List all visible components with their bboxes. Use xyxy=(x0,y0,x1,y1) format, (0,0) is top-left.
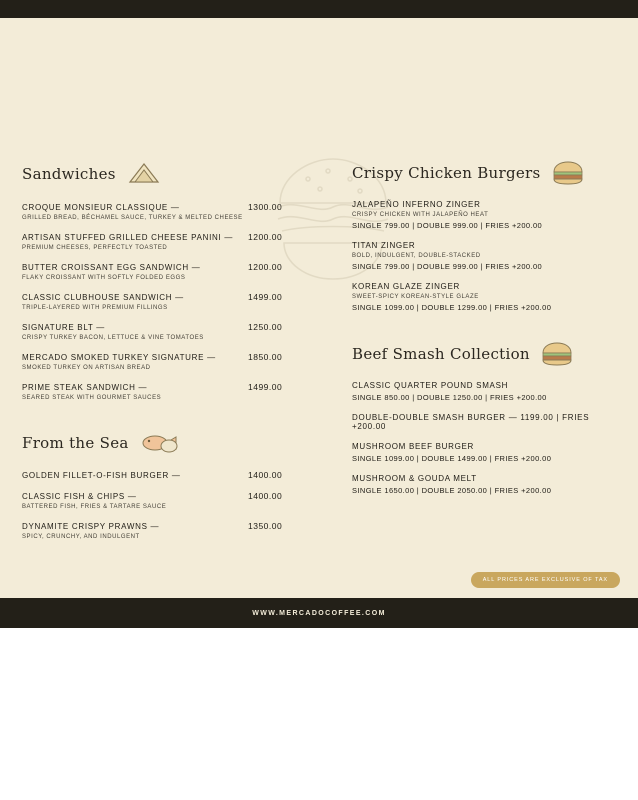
item-price: 1499.00 xyxy=(248,292,283,302)
list-item xyxy=(22,262,302,281)
sandwich-icon xyxy=(126,160,162,188)
list-item xyxy=(352,282,620,312)
item-price: 1400.00 xyxy=(248,491,283,501)
item-description: SPICY, CRUNCHY, AND INDULGENT xyxy=(22,534,140,540)
item-price: 1200.00 xyxy=(248,262,283,272)
status-badge: ALL PRICES ARE EXCLUSIVE OF TAX xyxy=(471,572,620,588)
item-price: 1350.00 xyxy=(248,521,283,531)
item-name: KOREAN GLAZE ZINGER xyxy=(352,282,460,291)
item-name: GOLDEN FILLET-O-FISH BURGER — xyxy=(22,471,181,480)
item-price: 1250.00 xyxy=(248,322,283,332)
item-variants: SINGLE 1099.00 | DOUBLE 1299.00 | FRIES +200.00 xyxy=(352,303,552,312)
right-column xyxy=(352,160,620,506)
item-name: MUSHROOM BEEF BURGER xyxy=(352,442,475,451)
fish-icon xyxy=(139,430,181,456)
item-description: SEARED STEAK WITH GOURMET SAUCES xyxy=(22,395,162,401)
section-title-sandwiches: Sandwiches xyxy=(22,165,116,183)
section-spacer xyxy=(352,323,620,341)
item-name: SIGNATURE BLT — xyxy=(22,323,105,332)
list-item xyxy=(352,381,620,402)
item-variants: SINGLE 1099.00 | DOUBLE 1499.00 | FRIES +200.00 xyxy=(352,454,552,463)
item-price: 1400.00 xyxy=(248,470,283,480)
section-header-crispy-chicken-burgers xyxy=(352,160,620,186)
item-name: TITAN ZINGER xyxy=(352,241,416,250)
item-description: PREMIUM CHEESES, PERFECTLY TOASTED xyxy=(22,245,168,251)
item-name: CROQUE MONSIEUR CLASSIQUE — xyxy=(22,203,180,212)
item-variants: SINGLE 850.00 | DOUBLE 1250.00 | FRIES +200.00 xyxy=(352,393,547,402)
list-item xyxy=(22,491,302,510)
item-name: JALAPEÑO INFERNO ZINGER xyxy=(352,200,481,209)
list-item xyxy=(352,442,620,463)
item-list-crispy-chicken-burgers xyxy=(352,200,620,312)
item-description: SMOKED TURKEY ON ARTISAN BREAD xyxy=(22,365,151,371)
item-name: DOUBLE-DOUBLE SMASH BURGER — 1199.00 | FRIES +200.00 xyxy=(352,413,590,431)
menu-body xyxy=(0,160,638,598)
list-item xyxy=(352,241,620,271)
item-name: CLASSIC CLUBHOUSE SANDWICH — xyxy=(22,293,184,302)
item-name: CLASSIC FISH & CHIPS — xyxy=(22,492,137,501)
item-name: MERCADO SMOKED TURKEY SIGNATURE — xyxy=(22,353,216,362)
list-item xyxy=(22,322,302,341)
section-title-from-the-sea: From the Sea xyxy=(22,434,129,452)
item-list-sandwiches xyxy=(22,202,302,401)
left-column xyxy=(22,160,302,551)
list-item xyxy=(22,470,302,480)
item-name: CLASSIC QUARTER POUND SMASH xyxy=(352,381,509,390)
item-name: PRIME STEAK SANDWICH — xyxy=(22,383,148,392)
item-name: DYNAMITE CRISPY PRAWNS — xyxy=(22,522,160,531)
section-spacer xyxy=(22,412,302,430)
item-list-from-the-sea xyxy=(22,470,302,540)
item-description: CRISPY TURKEY BACON, LETTUCE & VINE TOMATOES xyxy=(22,335,204,341)
item-price: 1850.00 xyxy=(248,352,283,362)
list-item xyxy=(22,382,302,401)
item-price: 1300.00 xyxy=(248,202,283,212)
website-url: WWW.MERCADOCOFFEE.COM xyxy=(252,609,386,617)
item-description: SWEET-SPICY KOREAN-STYLE GLAZE xyxy=(352,294,479,300)
section-header-from-the-sea xyxy=(22,430,302,456)
list-item xyxy=(22,352,302,371)
list-item xyxy=(22,202,302,221)
item-price: 1200.00 xyxy=(248,232,283,242)
item-variants: SINGLE 799.00 | DOUBLE 999.00 | FRIES +200.00 xyxy=(352,262,543,271)
section-header-sandwiches xyxy=(22,160,302,188)
list-item xyxy=(22,521,302,540)
item-description: GRILLED BREAD, BÉCHAMEL SAUCE, TURKEY & MELTED CHEESE xyxy=(22,215,243,221)
item-price: 1499.00 xyxy=(248,382,283,392)
item-variants: SINGLE 799.00 | DOUBLE 999.00 | FRIES +200.00 xyxy=(352,221,543,230)
list-item xyxy=(352,200,620,230)
item-name: MUSHROOM & GOUDA MELT xyxy=(352,474,477,483)
list-item xyxy=(22,232,302,251)
list-item xyxy=(352,413,620,431)
item-description: BOLD, INDULGENT, DOUBLE-STACKED xyxy=(352,253,481,259)
list-item xyxy=(352,474,620,495)
item-description: FLAKY CROISSANT WITH SOFTLY FOLDED EGGS xyxy=(22,275,186,281)
burger-icon xyxy=(540,341,574,367)
section-title-crispy-chicken-burgers: Crispy Chicken Burgers xyxy=(352,164,541,182)
item-name: BUTTER CROISSANT EGG SANDWICH — xyxy=(22,263,201,272)
burger-icon xyxy=(551,160,585,186)
list-item xyxy=(22,292,302,311)
item-description: CRISPY CHICKEN WITH JALAPEÑO HEAT xyxy=(352,212,489,218)
top-band xyxy=(0,0,638,18)
item-name: ARTISAN STUFFED GRILLED CHEESE PANINI — xyxy=(22,233,234,242)
item-variants: SINGLE 1650.00 | DOUBLE 2050.00 | FRIES +200.00 xyxy=(352,486,552,495)
item-list-beef-smash-collection xyxy=(352,381,620,495)
page-bottom-margin xyxy=(0,628,638,800)
item-description: BATTERED FISH, FRIES & TARTARE SAUCE xyxy=(22,504,167,510)
section-title-beef-smash-collection: Beef Smash Collection xyxy=(352,345,530,363)
section-header-beef-smash-collection xyxy=(352,341,620,367)
footer-band xyxy=(0,598,638,628)
item-description: TRIPLE-LAYERED WITH PREMIUM FILLINGS xyxy=(22,305,168,311)
